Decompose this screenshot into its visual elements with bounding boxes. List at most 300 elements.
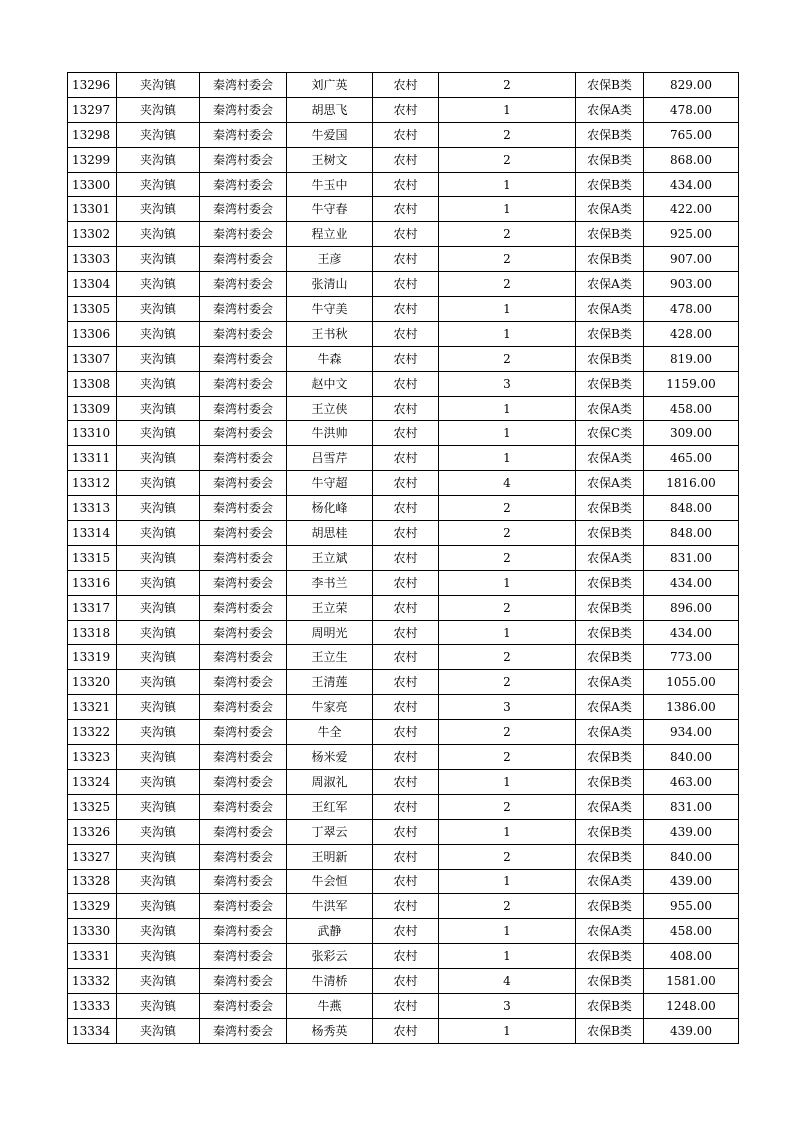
name-cell: 牛洪帅	[287, 421, 373, 446]
category-cell: 农保B类	[576, 122, 644, 147]
name-cell: 武静	[287, 919, 373, 944]
village-committee-cell: 秦湾村委会	[200, 993, 287, 1018]
record-id-cell: 13318	[68, 620, 117, 645]
category-cell: 农保A类	[576, 471, 644, 496]
table-row	[68, 570, 739, 595]
name-cell: 王清莲	[287, 670, 373, 695]
household-size-cell: 3	[439, 371, 576, 396]
table-row	[68, 695, 739, 720]
amount-cell: 848.00	[644, 521, 739, 546]
table-row	[68, 222, 739, 247]
town-cell: 夹沟镇	[117, 869, 200, 894]
amount-cell: 925.00	[644, 222, 739, 247]
record-id-cell: 13313	[68, 496, 117, 521]
record-id-cell: 13296	[68, 73, 117, 98]
name-cell: 丁翠云	[287, 819, 373, 844]
table-row	[68, 969, 739, 994]
name-cell: 牛玉中	[287, 172, 373, 197]
name-cell: 吕雪芹	[287, 446, 373, 471]
village-committee-cell: 秦湾村委会	[200, 272, 287, 297]
area-type-cell: 农村	[373, 645, 439, 670]
household-size-cell: 2	[439, 122, 576, 147]
area-type-cell: 农村	[373, 297, 439, 322]
village-committee-cell: 秦湾村委会	[200, 545, 287, 570]
category-cell: 农保B类	[576, 844, 644, 869]
area-type-cell: 农村	[373, 993, 439, 1018]
record-id-cell: 13328	[68, 869, 117, 894]
table-row	[68, 496, 739, 521]
category-cell: 农保B类	[576, 521, 644, 546]
record-id-cell: 13320	[68, 670, 117, 695]
amount-cell: 934.00	[644, 720, 739, 745]
category-cell: 农保A类	[576, 720, 644, 745]
record-id-cell: 13300	[68, 172, 117, 197]
amount-cell: 463.00	[644, 769, 739, 794]
town-cell: 夹沟镇	[117, 73, 200, 98]
amount-cell: 478.00	[644, 297, 739, 322]
table-row	[68, 421, 739, 446]
village-committee-cell: 秦湾村委会	[200, 197, 287, 222]
town-cell: 夹沟镇	[117, 794, 200, 819]
name-cell: 周淑礼	[287, 769, 373, 794]
category-cell: 农保B类	[576, 172, 644, 197]
table-row	[68, 471, 739, 496]
amount-cell: 434.00	[644, 620, 739, 645]
village-committee-cell: 秦湾村委会	[200, 670, 287, 695]
town-cell: 夹沟镇	[117, 993, 200, 1018]
amount-cell: 1248.00	[644, 993, 739, 1018]
amount-cell: 1159.00	[644, 371, 739, 396]
category-cell: 农保A类	[576, 97, 644, 122]
name-cell: 王立荣	[287, 595, 373, 620]
name-cell: 胡思飞	[287, 97, 373, 122]
village-committee-cell: 秦湾村委会	[200, 471, 287, 496]
record-id-cell: 13308	[68, 371, 117, 396]
village-committee-cell: 秦湾村委会	[200, 720, 287, 745]
area-type-cell: 农村	[373, 421, 439, 446]
area-type-cell: 农村	[373, 371, 439, 396]
name-cell: 牛清桥	[287, 969, 373, 994]
record-id-cell: 13299	[68, 147, 117, 172]
name-cell: 王立侠	[287, 396, 373, 421]
amount-cell: 458.00	[644, 396, 739, 421]
household-size-cell: 1	[439, 944, 576, 969]
village-committee-cell: 秦湾村委会	[200, 595, 287, 620]
village-committee-cell: 秦湾村委会	[200, 869, 287, 894]
town-cell: 夹沟镇	[117, 595, 200, 620]
household-size-cell: 1	[439, 819, 576, 844]
table-row	[68, 645, 739, 670]
record-id-cell: 13302	[68, 222, 117, 247]
town-cell: 夹沟镇	[117, 122, 200, 147]
village-committee-cell: 秦湾村委会	[200, 297, 287, 322]
name-cell: 赵中文	[287, 371, 373, 396]
table-row	[68, 172, 739, 197]
category-cell: 农保A类	[576, 446, 644, 471]
town-cell: 夹沟镇	[117, 346, 200, 371]
area-type-cell: 农村	[373, 321, 439, 346]
name-cell: 王树文	[287, 147, 373, 172]
name-cell: 牛守超	[287, 471, 373, 496]
area-type-cell: 农村	[373, 521, 439, 546]
village-committee-cell: 秦湾村委会	[200, 346, 287, 371]
household-size-cell: 1	[439, 197, 576, 222]
table-row	[68, 993, 739, 1018]
household-size-cell: 1	[439, 321, 576, 346]
name-cell: 张彩云	[287, 944, 373, 969]
area-type-cell: 农村	[373, 570, 439, 595]
household-size-cell: 3	[439, 993, 576, 1018]
area-type-cell: 农村	[373, 695, 439, 720]
area-type-cell: 农村	[373, 720, 439, 745]
name-cell: 刘广英	[287, 73, 373, 98]
name-cell: 牛家亮	[287, 695, 373, 720]
record-id-cell: 13298	[68, 122, 117, 147]
household-size-cell: 1	[439, 1018, 576, 1043]
record-id-cell: 13310	[68, 421, 117, 446]
record-id-cell: 13332	[68, 969, 117, 994]
table-row	[68, 595, 739, 620]
area-type-cell: 农村	[373, 794, 439, 819]
record-id-cell: 13323	[68, 745, 117, 770]
town-cell: 夹沟镇	[117, 969, 200, 994]
village-committee-cell: 秦湾村委会	[200, 844, 287, 869]
village-committee-cell: 秦湾村委会	[200, 521, 287, 546]
table-row	[68, 545, 739, 570]
area-type-cell: 农村	[373, 745, 439, 770]
category-cell: 农保B类	[576, 595, 644, 620]
name-cell: 杨米爱	[287, 745, 373, 770]
category-cell: 农保B类	[576, 745, 644, 770]
category-cell: 农保A类	[576, 396, 644, 421]
area-type-cell: 农村	[373, 969, 439, 994]
table-row	[68, 894, 739, 919]
town-cell: 夹沟镇	[117, 371, 200, 396]
household-size-cell: 1	[439, 620, 576, 645]
table-row	[68, 247, 739, 272]
area-type-cell: 农村	[373, 396, 439, 421]
table-row	[68, 794, 739, 819]
record-id-cell: 13301	[68, 197, 117, 222]
category-cell: 农保A类	[576, 272, 644, 297]
village-committee-cell: 秦湾村委会	[200, 819, 287, 844]
area-type-cell: 农村	[373, 496, 439, 521]
category-cell: 农保B类	[576, 819, 644, 844]
category-cell: 农保A类	[576, 297, 644, 322]
record-id-cell: 13307	[68, 346, 117, 371]
name-cell: 王彦	[287, 247, 373, 272]
area-type-cell: 农村	[373, 769, 439, 794]
amount-cell: 439.00	[644, 1018, 739, 1043]
name-cell: 牛守美	[287, 297, 373, 322]
name-cell: 胡思桂	[287, 521, 373, 546]
household-size-cell: 2	[439, 545, 576, 570]
record-id-cell: 13316	[68, 570, 117, 595]
table-row	[68, 321, 739, 346]
area-type-cell: 农村	[373, 869, 439, 894]
area-type-cell: 农村	[373, 73, 439, 98]
table-row	[68, 745, 739, 770]
name-cell: 牛爱国	[287, 122, 373, 147]
name-cell: 杨秀英	[287, 1018, 373, 1043]
household-size-cell: 2	[439, 272, 576, 297]
household-size-cell: 1	[439, 869, 576, 894]
name-cell: 牛守春	[287, 197, 373, 222]
town-cell: 夹沟镇	[117, 919, 200, 944]
household-size-cell: 2	[439, 670, 576, 695]
record-id-cell: 13326	[68, 819, 117, 844]
amount-cell: 773.00	[644, 645, 739, 670]
category-cell: 农保B类	[576, 620, 644, 645]
category-cell: 农保B类	[576, 645, 644, 670]
town-cell: 夹沟镇	[117, 645, 200, 670]
town-cell: 夹沟镇	[117, 172, 200, 197]
records-table	[67, 72, 739, 1044]
record-id-cell: 13321	[68, 695, 117, 720]
amount-cell: 458.00	[644, 919, 739, 944]
household-size-cell: 1	[439, 919, 576, 944]
amount-cell: 819.00	[644, 346, 739, 371]
household-size-cell: 2	[439, 147, 576, 172]
household-size-cell: 1	[439, 421, 576, 446]
record-id-cell: 13312	[68, 471, 117, 496]
amount-cell: 434.00	[644, 172, 739, 197]
table-row	[68, 844, 739, 869]
village-committee-cell: 秦湾村委会	[200, 769, 287, 794]
household-size-cell: 1	[439, 570, 576, 595]
household-size-cell: 2	[439, 794, 576, 819]
name-cell: 张清山	[287, 272, 373, 297]
name-cell: 王立斌	[287, 545, 373, 570]
category-cell: 农保B类	[576, 894, 644, 919]
town-cell: 夹沟镇	[117, 521, 200, 546]
household-size-cell: 2	[439, 521, 576, 546]
table-row	[68, 944, 739, 969]
town-cell: 夹沟镇	[117, 247, 200, 272]
area-type-cell: 农村	[373, 944, 439, 969]
village-committee-cell: 秦湾村委会	[200, 894, 287, 919]
category-cell: 农保B类	[576, 570, 644, 595]
village-committee-cell: 秦湾村委会	[200, 745, 287, 770]
town-cell: 夹沟镇	[117, 297, 200, 322]
record-id-cell: 13303	[68, 247, 117, 272]
record-id-cell: 13333	[68, 993, 117, 1018]
category-cell: 农保B类	[576, 73, 644, 98]
amount-cell: 422.00	[644, 197, 739, 222]
category-cell: 农保B类	[576, 1018, 644, 1043]
record-id-cell: 13327	[68, 844, 117, 869]
amount-cell: 1386.00	[644, 695, 739, 720]
table-row	[68, 919, 739, 944]
town-cell: 夹沟镇	[117, 720, 200, 745]
village-committee-cell: 秦湾村委会	[200, 1018, 287, 1043]
village-committee-cell: 秦湾村委会	[200, 97, 287, 122]
area-type-cell: 农村	[373, 919, 439, 944]
record-id-cell: 13330	[68, 919, 117, 944]
area-type-cell: 农村	[373, 147, 439, 172]
record-id-cell: 13315	[68, 545, 117, 570]
record-id-cell: 13324	[68, 769, 117, 794]
table-row	[68, 720, 739, 745]
household-size-cell: 4	[439, 471, 576, 496]
town-cell: 夹沟镇	[117, 197, 200, 222]
table-row	[68, 620, 739, 645]
town-cell: 夹沟镇	[117, 745, 200, 770]
table-row	[68, 371, 739, 396]
table-row	[68, 346, 739, 371]
town-cell: 夹沟镇	[117, 496, 200, 521]
record-id-cell: 13322	[68, 720, 117, 745]
name-cell: 牛会恒	[287, 869, 373, 894]
area-type-cell: 农村	[373, 197, 439, 222]
household-size-cell: 1	[439, 396, 576, 421]
household-size-cell: 4	[439, 969, 576, 994]
town-cell: 夹沟镇	[117, 421, 200, 446]
village-committee-cell: 秦湾村委会	[200, 172, 287, 197]
area-type-cell: 农村	[373, 247, 439, 272]
town-cell: 夹沟镇	[117, 222, 200, 247]
area-type-cell: 农村	[373, 819, 439, 844]
record-id-cell: 13311	[68, 446, 117, 471]
category-cell: 农保B类	[576, 496, 644, 521]
name-cell: 程立业	[287, 222, 373, 247]
household-size-cell: 2	[439, 844, 576, 869]
record-id-cell: 13329	[68, 894, 117, 919]
household-size-cell: 2	[439, 595, 576, 620]
record-id-cell: 13305	[68, 297, 117, 322]
category-cell: 农保B类	[576, 993, 644, 1018]
category-cell: 农保A类	[576, 695, 644, 720]
table-row	[68, 297, 739, 322]
village-committee-cell: 秦湾村委会	[200, 371, 287, 396]
household-size-cell: 1	[439, 769, 576, 794]
table-row	[68, 521, 739, 546]
amount-cell: 903.00	[644, 272, 739, 297]
record-id-cell: 13304	[68, 272, 117, 297]
category-cell: 农保B类	[576, 247, 644, 272]
household-size-cell: 2	[439, 720, 576, 745]
table-row	[68, 1018, 739, 1043]
amount-cell: 309.00	[644, 421, 739, 446]
category-cell: 农保A类	[576, 197, 644, 222]
household-size-cell: 1	[439, 297, 576, 322]
table-row	[68, 97, 739, 122]
category-cell: 农保A类	[576, 919, 644, 944]
area-type-cell: 农村	[373, 346, 439, 371]
area-type-cell: 农村	[373, 545, 439, 570]
village-committee-cell: 秦湾村委会	[200, 695, 287, 720]
record-id-cell: 13309	[68, 396, 117, 421]
area-type-cell: 农村	[373, 620, 439, 645]
amount-cell: 955.00	[644, 894, 739, 919]
category-cell: 农保A类	[576, 794, 644, 819]
town-cell: 夹沟镇	[117, 396, 200, 421]
name-cell: 牛森	[287, 346, 373, 371]
name-cell: 王红军	[287, 794, 373, 819]
amount-cell: 829.00	[644, 73, 739, 98]
area-type-cell: 农村	[373, 1018, 439, 1043]
household-size-cell: 2	[439, 346, 576, 371]
town-cell: 夹沟镇	[117, 844, 200, 869]
category-cell: 农保B类	[576, 321, 644, 346]
record-id-cell: 13334	[68, 1018, 117, 1043]
amount-cell: 428.00	[644, 321, 739, 346]
amount-cell: 478.00	[644, 97, 739, 122]
category-cell: 农保A类	[576, 670, 644, 695]
household-size-cell: 3	[439, 695, 576, 720]
village-committee-cell: 秦湾村委会	[200, 147, 287, 172]
area-type-cell: 农村	[373, 172, 439, 197]
town-cell: 夹沟镇	[117, 147, 200, 172]
town-cell: 夹沟镇	[117, 819, 200, 844]
town-cell: 夹沟镇	[117, 1018, 200, 1043]
village-committee-cell: 秦湾村委会	[200, 321, 287, 346]
name-cell: 杨化峰	[287, 496, 373, 521]
category-cell: 农保A类	[576, 869, 644, 894]
record-id-cell: 13314	[68, 521, 117, 546]
record-id-cell: 13317	[68, 595, 117, 620]
town-cell: 夹沟镇	[117, 620, 200, 645]
town-cell: 夹沟镇	[117, 545, 200, 570]
village-committee-cell: 秦湾村委会	[200, 645, 287, 670]
household-size-cell: 1	[439, 97, 576, 122]
name-cell: 王立生	[287, 645, 373, 670]
record-id-cell: 13325	[68, 794, 117, 819]
table-row	[68, 869, 739, 894]
area-type-cell: 农村	[373, 272, 439, 297]
table-row	[68, 272, 739, 297]
area-type-cell: 农村	[373, 97, 439, 122]
area-type-cell: 农村	[373, 222, 439, 247]
town-cell: 夹沟镇	[117, 769, 200, 794]
town-cell: 夹沟镇	[117, 894, 200, 919]
table-row	[68, 122, 739, 147]
table-row	[68, 670, 739, 695]
village-committee-cell: 秦湾村委会	[200, 919, 287, 944]
amount-cell: 439.00	[644, 869, 739, 894]
area-type-cell: 农村	[373, 471, 439, 496]
amount-cell: 1816.00	[644, 471, 739, 496]
town-cell: 夹沟镇	[117, 97, 200, 122]
area-type-cell: 农村	[373, 446, 439, 471]
village-committee-cell: 秦湾村委会	[200, 944, 287, 969]
household-size-cell: 2	[439, 222, 576, 247]
village-committee-cell: 秦湾村委会	[200, 969, 287, 994]
amount-cell: 465.00	[644, 446, 739, 471]
town-cell: 夹沟镇	[117, 272, 200, 297]
household-size-cell: 1	[439, 172, 576, 197]
category-cell: 农保B类	[576, 346, 644, 371]
town-cell: 夹沟镇	[117, 670, 200, 695]
area-type-cell: 农村	[373, 894, 439, 919]
amount-cell: 408.00	[644, 944, 739, 969]
area-type-cell: 农村	[373, 595, 439, 620]
village-committee-cell: 秦湾村委会	[200, 620, 287, 645]
amount-cell: 1055.00	[644, 670, 739, 695]
village-committee-cell: 秦湾村委会	[200, 421, 287, 446]
category-cell: 农保B类	[576, 969, 644, 994]
amount-cell: 868.00	[644, 147, 739, 172]
village-committee-cell: 秦湾村委会	[200, 496, 287, 521]
category-cell: 农保A类	[576, 545, 644, 570]
household-size-cell: 2	[439, 745, 576, 770]
record-id-cell: 13306	[68, 321, 117, 346]
town-cell: 夹沟镇	[117, 695, 200, 720]
name-cell: 牛燕	[287, 993, 373, 1018]
table-row	[68, 396, 739, 421]
village-committee-cell: 秦湾村委会	[200, 446, 287, 471]
name-cell: 牛洪军	[287, 894, 373, 919]
